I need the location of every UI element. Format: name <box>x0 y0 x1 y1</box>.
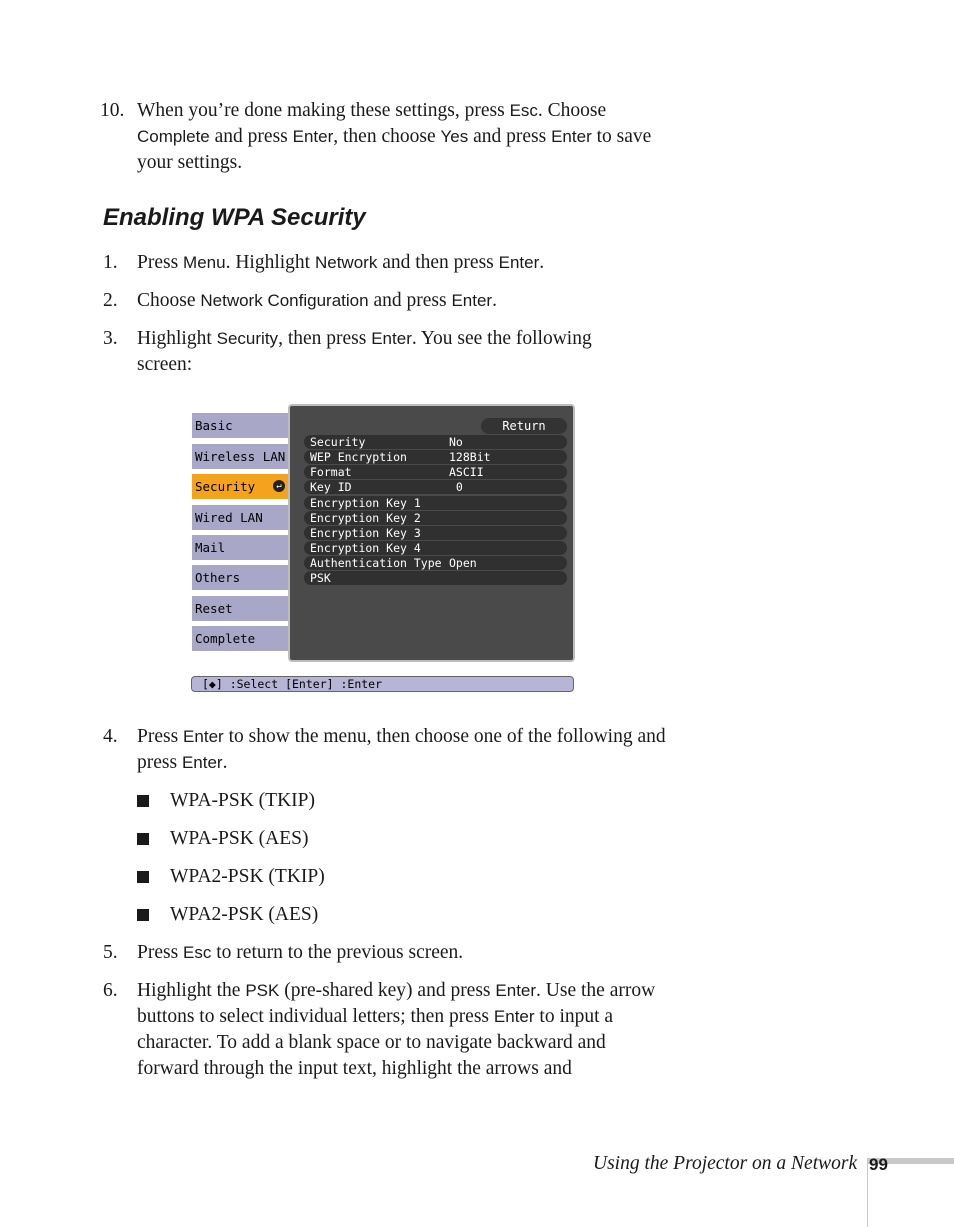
bullet-icon <box>137 871 149 883</box>
step-2-text: Choose Network Configuration and press Enter. <box>137 290 497 311</box>
sidebar-item-reset[interactable]: Reset <box>192 596 288 621</box>
setting-row-authentication-type[interactable]: Authentication Type Open <box>304 556 567 570</box>
step-1-text: Press Menu. Highlight Network and then press Enter. <box>137 252 545 273</box>
step-number: 3. <box>103 328 118 349</box>
setting-row-psk[interactable]: PSK <box>304 571 567 585</box>
step-number: 4. <box>103 726 118 747</box>
setting-row-encryption-key-3[interactable]: Encryption Key 3 <box>304 526 567 540</box>
sidebar-item-others[interactable]: Others <box>192 565 288 590</box>
step-4-text: Press Enter to show the menu, then choose one of the following and press Enter. <box>137 726 666 773</box>
bullet-icon <box>137 833 149 845</box>
step-number: 6. <box>103 980 118 1001</box>
settings-panel <box>288 404 575 662</box>
step-6-text: Highlight the PSK (pre-shared key) and press Enter. Use the arrow buttons to select individual letters; then press Enter to input a character. To add a blank space or to navigate backward and forward through the input text, highlight the arrows and <box>137 980 656 1079</box>
step-number: 10. <box>100 100 125 121</box>
sidebar-item-complete[interactable]: Complete <box>192 626 288 651</box>
setting-row-encryption-key-2[interactable]: Encryption Key 2 <box>304 511 567 525</box>
sidebar-item-wired-lan[interactable]: Wired LAN <box>192 505 288 530</box>
step-number: 5. <box>103 942 118 963</box>
setting-row-wep-encryption[interactable]: WEP Encryption 128Bit <box>304 450 567 464</box>
bullet-item: WPA2-PSK (AES) <box>170 904 319 925</box>
sidebar-item-security[interactable]: Security ↵ <box>192 474 288 499</box>
bullet-item: WPA2-PSK (TKIP) <box>170 866 325 887</box>
running-footer: Using the Projector on a Network <box>593 1153 858 1174</box>
setting-row-encryption-key-4[interactable]: Encryption Key 4 <box>304 541 567 555</box>
key-hint-bar: [◆] :Select [Enter] :Enter <box>191 676 574 692</box>
enter-icon: ↵ <box>273 480 285 492</box>
sidebar-item-basic[interactable]: Basic <box>192 413 288 438</box>
sidebar-item-mail[interactable]: Mail <box>192 535 288 560</box>
section-heading: Enabling WPA Security <box>103 204 366 231</box>
setting-row-encryption-key-1[interactable]: Encryption Key 1 <box>304 496 567 510</box>
setting-row-key-id[interactable]: Key ID 0 <box>304 480 567 494</box>
step-10-text: When you’re done making these settings, press Esc. Choose Complete and press Enter, then choose Yes and press Enter to save your settings. <box>137 100 652 173</box>
setting-row-format[interactable]: Format ASCII <box>304 465 567 479</box>
bullet-item: WPA-PSK (TKIP) <box>170 790 316 811</box>
footer-rule-vertical <box>867 1158 868 1227</box>
setting-row-security[interactable]: Security No <box>304 435 567 449</box>
bullet-icon <box>137 909 149 921</box>
step-number: 1. <box>103 252 118 273</box>
bullet-item: WPA-PSK (AES) <box>170 828 309 849</box>
bullet-icon <box>137 795 149 807</box>
sidebar-item-wireless-lan[interactable]: Wireless LAN <box>192 444 288 469</box>
step-number: 2. <box>103 290 118 311</box>
step-3-text: Highlight Security, then press Enter. You see the following screen: <box>137 328 592 375</box>
projector-menu-screenshot <box>186 404 578 696</box>
page-number: 99 <box>869 1155 888 1174</box>
step-5-text: Press Esc to return to the previous screen. <box>137 942 464 963</box>
return-button[interactable]: Return <box>481 418 567 434</box>
